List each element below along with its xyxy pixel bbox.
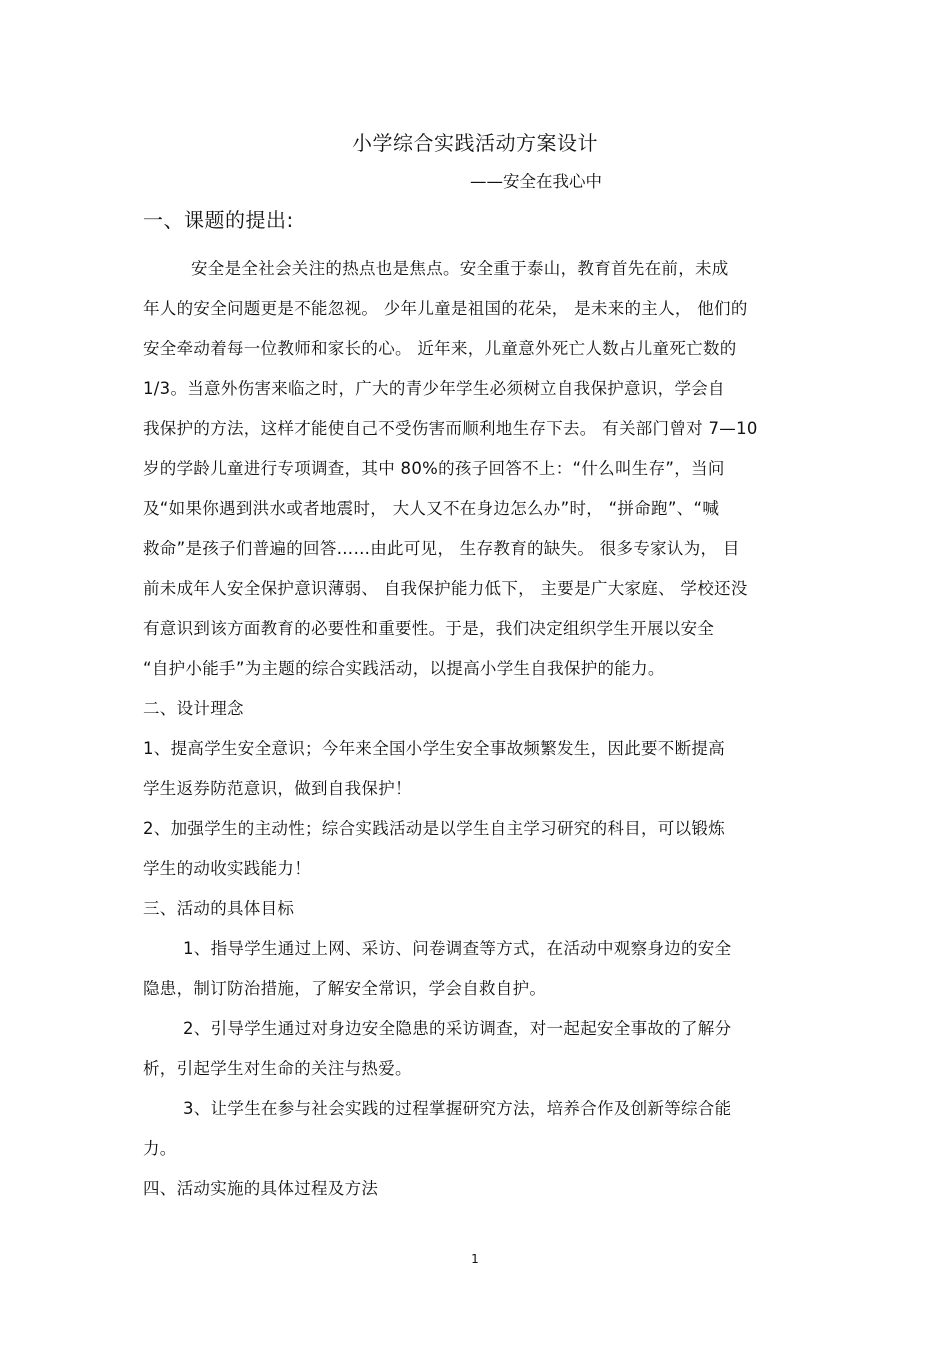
paragraph-line: 学生返券防范意识，做到自我保护！ — [143, 779, 412, 798]
paragraph-line: 2、引导学生通过对身边安全隐患的采访调查，对一起起安全事故的了解分 — [183, 1019, 732, 1038]
paragraph-line: 前未成年人安全保护意识薄弱、 自我保护能力低下， 主要是广大家庭、 学校还没 — [143, 579, 748, 598]
paragraph-line: 安全是全社会关注的热点也是焦点。安全重于泰山，教育首先在前，未成 — [191, 259, 729, 278]
page-number: 1 — [471, 1252, 479, 1266]
paragraph-line: 2、加强学生的主动性；综合实践活动是以学生自主学习研究的科目，可以锻炼 — [143, 819, 725, 838]
paragraph-line: 安全牵动着每一位教师和家长的心。 近年来，儿童意外死亡人数占儿童死亡数的 — [143, 339, 737, 358]
paragraph-line: 1、指导学生通过上网、采访、问卷调查等方式，在活动中观察身边的安全 — [183, 939, 732, 958]
paragraph-line: 年人的安全问题更是不能忽视。 少年儿童是祖国的花朵， 是未来的主人， 他们的 — [143, 299, 748, 318]
paragraph-line: 隐患，制订防治措施，了解安全常识，学会自救自护。 — [143, 979, 547, 998]
paragraph-line: 析，引起学生对生命的关注与热爱。 — [143, 1059, 412, 1078]
section-2-heading: 二、设计理念 — [143, 699, 244, 718]
section-4-heading: 四、活动实施的具体过程及方法 — [143, 1179, 379, 1198]
document-title: 小学综合实践活动方案设计 — [352, 131, 598, 155]
section-1-heading: 一、课题的提出: — [143, 208, 294, 232]
paragraph-line: 学生的动收实践能力！ — [143, 859, 311, 878]
paragraph-line: “自护小能手”为主题的综合实践活动，以提高小学生自我保护的能力。 — [143, 659, 665, 678]
section-3-heading: 三、活动的具体目标 — [143, 899, 295, 918]
paragraph-line: 1/3。当意外伤害来临之时，广大的青少年学生必须树立自我保护意识，学会自 — [143, 379, 725, 398]
paragraph-line: 岁的学龄儿童进行专项调查，其中 80%的孩子回答不上：“什么叫生存”，当问 — [143, 459, 725, 478]
paragraph-line: 力。 — [143, 1139, 177, 1158]
document-subtitle: ——安全在我心中 — [470, 172, 602, 191]
paragraph-line: 3、让学生在参与社会实践的过程掌握研究方法，培养合作及创新等综合能 — [183, 1099, 732, 1118]
paragraph-line: 救命”是孩子们普遍的回答……由此可见， 生存教育的缺失。 很多专家认为， 目 — [143, 539, 740, 558]
paragraph-line: 我保护的方法，这样才能使自己不受伤害而顺利地生存下去。 有关部门曾对 7—10 — [143, 419, 758, 438]
paragraph-line: 及“如果你遇到洪水或者地震时， 大人又不在身边怎么办”时， “拼命跑”、“喊 — [143, 499, 720, 518]
paragraph-line: 1、提高学生安全意识；今年来全国小学生安全事故频繁发生，因此要不断提高 — [143, 739, 725, 758]
paragraph-line: 有意识到该方面教育的必要性和重要性。于是，我们决定组织学生开展以安全 — [143, 619, 715, 638]
